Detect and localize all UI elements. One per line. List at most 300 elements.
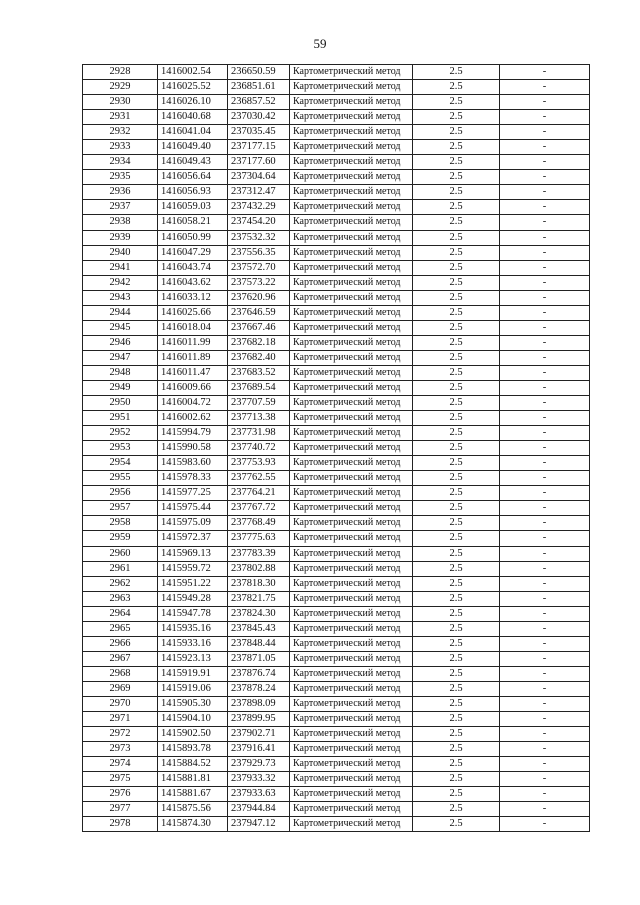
point-number-cell: 2975 [83,772,158,787]
accuracy-cell: 2.5 [413,155,500,170]
extra-cell: - [500,456,590,471]
point-number-cell: 2957 [83,501,158,516]
point-number-cell: 2934 [83,155,158,170]
extra-cell: - [500,215,590,230]
y-coordinate-cell: 236857.52 [228,95,290,110]
accuracy-cell: 2.5 [413,531,500,546]
table-row [83,320,590,335]
table-row [83,185,590,200]
x-coordinate-cell: 1415902.50 [158,727,228,742]
point-number-cell: 2929 [83,80,158,95]
page-number: 59 [313,36,327,51]
x-coordinate-cell: 1416056.64 [158,170,228,185]
method-cell: Картометрический метод [290,140,413,155]
method-cell: Картометрический метод [290,290,413,305]
point-number-cell: 2945 [83,320,158,335]
x-coordinate-cell: 1415881.67 [158,787,228,802]
x-coordinate-cell: 1415949.28 [158,591,228,606]
extra-cell: - [500,546,590,561]
accuracy-cell: 2.5 [413,365,500,380]
x-coordinate-cell: 1415990.58 [158,441,228,456]
accuracy-cell: 2.5 [413,802,500,817]
table-row [83,727,590,742]
y-coordinate-cell: 237902.71 [228,727,290,742]
extra-cell: - [500,636,590,651]
method-cell: Картометрический метод [290,380,413,395]
method-cell: Картометрический метод [290,561,413,576]
table-row [83,772,590,787]
x-coordinate-cell: 1415933.16 [158,636,228,651]
y-coordinate-cell: 237030.42 [228,110,290,125]
y-coordinate-cell: 237933.63 [228,787,290,802]
accuracy-cell: 2.5 [413,696,500,711]
point-number-cell: 2943 [83,290,158,305]
x-coordinate-cell: 1415983.60 [158,456,228,471]
y-coordinate-cell: 237740.72 [228,441,290,456]
point-number-cell: 2948 [83,365,158,380]
method-cell: Картометрический метод [290,396,413,411]
method-cell: Картометрический метод [290,335,413,350]
point-number-cell: 2952 [83,426,158,441]
x-coordinate-cell: 1415951.22 [158,576,228,591]
point-number-cell: 2958 [83,516,158,531]
extra-cell: - [500,95,590,110]
x-coordinate-cell: 1415919.91 [158,666,228,681]
y-coordinate-cell: 237944.84 [228,802,290,817]
x-coordinate-cell: 1416004.72 [158,396,228,411]
extra-cell: - [500,441,590,456]
method-cell: Картометрический метод [290,651,413,666]
x-coordinate-cell: 1416041.04 [158,125,228,140]
y-coordinate-cell: 237824.30 [228,606,290,621]
table-row [83,742,590,757]
accuracy-cell: 2.5 [413,65,500,80]
table-row [83,245,590,260]
table-row [83,290,590,305]
method-cell: Картометрический метод [290,230,413,245]
y-coordinate-cell: 237876.74 [228,666,290,681]
x-coordinate-cell: 1415975.09 [158,516,228,531]
y-coordinate-cell: 237454.20 [228,215,290,230]
accuracy-cell: 2.5 [413,200,500,215]
extra-cell: - [500,365,590,380]
method-cell: Картометрический метод [290,215,413,230]
accuracy-cell: 2.5 [413,681,500,696]
extra-cell: - [500,290,590,305]
method-cell: Картометрический метод [290,110,413,125]
point-number-cell: 2978 [83,817,158,832]
method-cell: Картометрический метод [290,606,413,621]
point-number-cell: 2961 [83,561,158,576]
method-cell: Картометрический метод [290,727,413,742]
y-coordinate-cell: 237682.40 [228,350,290,365]
extra-cell: - [500,742,590,757]
method-cell: Картометрический метод [290,531,413,546]
point-number-cell: 2928 [83,65,158,80]
x-coordinate-cell: 1415969.13 [158,546,228,561]
accuracy-cell: 2.5 [413,215,500,230]
extra-cell: - [500,802,590,817]
method-cell: Картометрический метод [290,65,413,80]
y-coordinate-cell: 237878.24 [228,681,290,696]
method-cell: Картометрический метод [290,155,413,170]
point-number-cell: 2964 [83,606,158,621]
y-coordinate-cell: 237689.54 [228,380,290,395]
extra-cell: - [500,170,590,185]
point-number-cell: 2968 [83,666,158,681]
method-cell: Картометрический метод [290,170,413,185]
extra-cell: - [500,80,590,95]
method-cell: Картометрический метод [290,802,413,817]
table-row [83,335,590,350]
table-row [83,155,590,170]
point-number-cell: 2962 [83,576,158,591]
y-coordinate-cell: 237768.49 [228,516,290,531]
extra-cell: - [500,396,590,411]
extra-cell: - [500,230,590,245]
table-row [83,621,590,636]
x-coordinate-cell: 1416011.89 [158,350,228,365]
y-coordinate-cell: 237767.72 [228,501,290,516]
accuracy-cell: 2.5 [413,335,500,350]
accuracy-cell: 2.5 [413,576,500,591]
method-cell: Картометрический метод [290,260,413,275]
accuracy-cell: 2.5 [413,350,500,365]
y-coordinate-cell: 236650.59 [228,65,290,80]
point-number-cell: 2963 [83,591,158,606]
table-row [83,200,590,215]
table-row [83,757,590,772]
method-cell: Картометрический метод [290,576,413,591]
table-row [83,591,590,606]
accuracy-cell: 2.5 [413,396,500,411]
table-row [83,80,590,95]
method-cell: Картометрический метод [290,441,413,456]
table-row [83,140,590,155]
y-coordinate-cell: 237683.52 [228,365,290,380]
method-cell: Картометрический метод [290,185,413,200]
y-coordinate-cell: 237762.55 [228,471,290,486]
extra-cell: - [500,651,590,666]
x-coordinate-cell: 1415935.16 [158,621,228,636]
accuracy-cell: 2.5 [413,591,500,606]
y-coordinate-cell: 237556.35 [228,245,290,260]
extra-cell: - [500,621,590,636]
y-coordinate-cell: 237916.41 [228,742,290,757]
table-row [83,696,590,711]
extra-cell: - [500,757,590,772]
point-number-cell: 2972 [83,727,158,742]
table-row [83,396,590,411]
extra-cell: - [500,350,590,365]
table-row [83,636,590,651]
method-cell: Картометрический метод [290,125,413,140]
point-number-cell: 2938 [83,215,158,230]
accuracy-cell: 2.5 [413,471,500,486]
method-cell: Картометрический метод [290,696,413,711]
accuracy-cell: 2.5 [413,757,500,772]
y-coordinate-cell: 237899.95 [228,712,290,727]
y-coordinate-cell: 237432.29 [228,200,290,215]
table-row [83,681,590,696]
point-number-cell: 2950 [83,396,158,411]
table-row [83,651,590,666]
extra-cell: - [500,561,590,576]
point-number-cell: 2953 [83,441,158,456]
table-row [83,65,590,80]
x-coordinate-cell: 1415919.06 [158,681,228,696]
point-number-cell: 2960 [83,546,158,561]
accuracy-cell: 2.5 [413,456,500,471]
accuracy-cell: 2.5 [413,230,500,245]
method-cell: Картометрический метод [290,305,413,320]
extra-cell: - [500,516,590,531]
accuracy-cell: 2.5 [413,260,500,275]
point-number-cell: 2970 [83,696,158,711]
x-coordinate-cell: 1415947.78 [158,606,228,621]
method-cell: Картометрический метод [290,817,413,832]
x-coordinate-cell: 1416049.40 [158,140,228,155]
table-row [83,275,590,290]
x-coordinate-cell: 1416011.47 [158,365,228,380]
method-cell: Картометрический метод [290,275,413,290]
method-cell: Картометрический метод [290,666,413,681]
x-coordinate-cell: 1416043.74 [158,260,228,275]
extra-cell: - [500,591,590,606]
x-coordinate-cell: 1416049.43 [158,155,228,170]
table-row [83,95,590,110]
point-number-cell: 2941 [83,260,158,275]
method-cell: Картометрический метод [290,365,413,380]
point-number-cell: 2956 [83,486,158,501]
point-number-cell: 2933 [83,140,158,155]
accuracy-cell: 2.5 [413,666,500,681]
y-coordinate-cell: 237821.75 [228,591,290,606]
point-number-cell: 2967 [83,651,158,666]
extra-cell: - [500,110,590,125]
point-number-cell: 2937 [83,200,158,215]
x-coordinate-cell: 1416047.29 [158,245,228,260]
table-row [83,426,590,441]
x-coordinate-cell: 1415977.25 [158,486,228,501]
accuracy-cell: 2.5 [413,727,500,742]
y-coordinate-cell: 236851.61 [228,80,290,95]
x-coordinate-cell: 1415959.72 [158,561,228,576]
accuracy-cell: 2.5 [413,712,500,727]
point-number-cell: 2935 [83,170,158,185]
y-coordinate-cell: 237802.88 [228,561,290,576]
extra-cell: - [500,125,590,140]
y-coordinate-cell: 237898.09 [228,696,290,711]
table-row [83,546,590,561]
method-cell: Картометрический метод [290,486,413,501]
accuracy-cell: 2.5 [413,80,500,95]
accuracy-cell: 2.5 [413,185,500,200]
x-coordinate-cell: 1416050.99 [158,230,228,245]
method-cell: Картометрический метод [290,95,413,110]
y-coordinate-cell: 237035.45 [228,125,290,140]
accuracy-cell: 2.5 [413,305,500,320]
y-coordinate-cell: 237845.43 [228,621,290,636]
y-coordinate-cell: 237573.22 [228,275,290,290]
extra-cell: - [500,245,590,260]
extra-cell: - [500,305,590,320]
y-coordinate-cell: 237753.93 [228,456,290,471]
coordinates-table [82,64,590,832]
method-cell: Картометрический метод [290,742,413,757]
extra-cell: - [500,140,590,155]
accuracy-cell: 2.5 [413,441,500,456]
method-cell: Картометрический метод [290,200,413,215]
y-coordinate-cell: 237818.30 [228,576,290,591]
accuracy-cell: 2.5 [413,546,500,561]
point-number-cell: 2977 [83,802,158,817]
extra-cell: - [500,275,590,290]
table-row [83,365,590,380]
method-cell: Картометрический метод [290,501,413,516]
y-coordinate-cell: 237947.12 [228,817,290,832]
method-cell: Картометрический метод [290,591,413,606]
extra-cell: - [500,681,590,696]
accuracy-cell: 2.5 [413,606,500,621]
accuracy-cell: 2.5 [413,275,500,290]
accuracy-cell: 2.5 [413,320,500,335]
y-coordinate-cell: 237532.32 [228,230,290,245]
method-cell: Картометрический метод [290,350,413,365]
point-number-cell: 2955 [83,471,158,486]
y-coordinate-cell: 237713.38 [228,411,290,426]
method-cell: Картометрический метод [290,320,413,335]
y-coordinate-cell: 237667.46 [228,320,290,335]
table-row [83,215,590,230]
table-row [83,531,590,546]
x-coordinate-cell: 1415905.30 [158,696,228,711]
x-coordinate-cell: 1416002.54 [158,65,228,80]
extra-cell: - [500,787,590,802]
y-coordinate-cell: 237620.96 [228,290,290,305]
point-number-cell: 2930 [83,95,158,110]
accuracy-cell: 2.5 [413,636,500,651]
x-coordinate-cell: 1415978.33 [158,471,228,486]
x-coordinate-cell: 1416025.66 [158,305,228,320]
x-coordinate-cell: 1416009.66 [158,380,228,395]
table-row [83,501,590,516]
extra-cell: - [500,712,590,727]
accuracy-cell: 2.5 [413,621,500,636]
extra-cell: - [500,260,590,275]
method-cell: Картометрический метод [290,516,413,531]
accuracy-cell: 2.5 [413,651,500,666]
y-coordinate-cell: 237929.73 [228,757,290,772]
method-cell: Картометрический метод [290,471,413,486]
point-number-cell: 2946 [83,335,158,350]
x-coordinate-cell: 1415884.52 [158,757,228,772]
extra-cell: - [500,772,590,787]
x-coordinate-cell: 1415975.44 [158,501,228,516]
accuracy-cell: 2.5 [413,787,500,802]
extra-cell: - [500,411,590,426]
accuracy-cell: 2.5 [413,245,500,260]
method-cell: Картометрический метод [290,456,413,471]
y-coordinate-cell: 237646.59 [228,305,290,320]
x-coordinate-cell: 1416043.62 [158,275,228,290]
x-coordinate-cell: 1415893.78 [158,742,228,757]
accuracy-cell: 2.5 [413,411,500,426]
method-cell: Картометрический метод [290,636,413,651]
point-number-cell: 2974 [83,757,158,772]
method-cell: Картометрический метод [290,546,413,561]
extra-cell: - [500,531,590,546]
extra-cell: - [500,696,590,711]
table-row [83,441,590,456]
accuracy-cell: 2.5 [413,486,500,501]
point-number-cell: 2949 [83,380,158,395]
accuracy-cell: 2.5 [413,125,500,140]
x-coordinate-cell: 1416033.12 [158,290,228,305]
extra-cell: - [500,200,590,215]
y-coordinate-cell: 237764.21 [228,486,290,501]
table-row [83,260,590,275]
x-coordinate-cell: 1416018.04 [158,320,228,335]
accuracy-cell: 2.5 [413,110,500,125]
accuracy-cell: 2.5 [413,501,500,516]
x-coordinate-cell: 1416040.68 [158,110,228,125]
y-coordinate-cell: 237848.44 [228,636,290,651]
method-cell: Картометрический метод [290,621,413,636]
y-coordinate-cell: 237871.05 [228,651,290,666]
point-number-cell: 2976 [83,787,158,802]
accuracy-cell: 2.5 [413,561,500,576]
extra-cell: - [500,666,590,681]
point-number-cell: 2959 [83,531,158,546]
y-coordinate-cell: 237177.60 [228,155,290,170]
y-coordinate-cell: 237783.39 [228,546,290,561]
accuracy-cell: 2.5 [413,380,500,395]
table-row [83,606,590,621]
point-number-cell: 2931 [83,110,158,125]
table-row [83,456,590,471]
method-cell: Картометрический метод [290,787,413,802]
point-number-cell: 2965 [83,621,158,636]
method-cell: Картометрический метод [290,681,413,696]
method-cell: Картометрический метод [290,80,413,95]
x-coordinate-cell: 1415923.13 [158,651,228,666]
y-coordinate-cell: 237177.15 [228,140,290,155]
table-row [83,486,590,501]
method-cell: Картометрический метод [290,712,413,727]
table-row [83,471,590,486]
accuracy-cell: 2.5 [413,772,500,787]
method-cell: Картометрический метод [290,772,413,787]
y-coordinate-cell: 237312.47 [228,185,290,200]
extra-cell: - [500,65,590,80]
extra-cell: - [500,576,590,591]
point-number-cell: 2971 [83,712,158,727]
table-row [83,170,590,185]
extra-cell: - [500,335,590,350]
x-coordinate-cell: 1415994.79 [158,426,228,441]
y-coordinate-cell: 237933.32 [228,772,290,787]
coordinates-table-body [83,65,590,832]
table-row [83,576,590,591]
y-coordinate-cell: 237707.59 [228,396,290,411]
y-coordinate-cell: 237775.63 [228,531,290,546]
accuracy-cell: 2.5 [413,817,500,832]
extra-cell: - [500,501,590,516]
point-number-cell: 2939 [83,230,158,245]
point-number-cell: 2944 [83,305,158,320]
y-coordinate-cell: 237731.98 [228,426,290,441]
